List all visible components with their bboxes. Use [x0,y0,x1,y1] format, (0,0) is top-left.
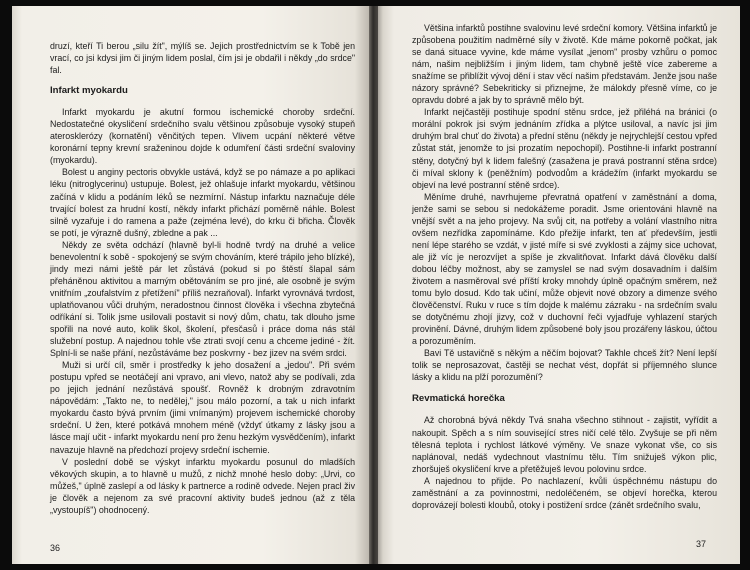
right-page-text [412,22,717,511]
page-number-left: 36 [50,543,61,553]
right-paragraph: Většina infarktů postihne svalovinu levé srdeční komory. Většina infarktů je způsobena použitím nadměrné síly v životě. Kde máme pokorně počkat, jak se daná situace vyvine, kde máme vysílat „jenom" prosby vzhůru o pomoc nám, našim nejbližším i jiným lidem, tam chybně ještě více zabereme a snažíme se přiblížit vývoj dění i stav věcí našim představám. Jenže jsou naše názory správné? Sebekriticky si přiznejme, že málokdy přesně víme, co je opravdu dobré a jak by to správně mělo být. [412,23,717,106]
right-paragraph: Infarkt nejčastěji postihuje spodní stěnu srdce, jež přiléhá na bránici (o morální pokrok jsi svým jednáním zřídka a plýtce usiloval, a navíc jsi jim druhým bral chuť do života) a přední stěnu (někdy je nejrychlejší cestou vpřed zůstat stát, jenomže to jsi prozatím nepochopil). Postihne-li infarkt postranní stěny, dotyčný byl k lidem falešný (zasažena je pravá postranní stěna srdce) či míval sklony k (peněžním) podvodům a krádežím (infarkt myokardu se objeví na levé postranní stěně srdce). [412,107,717,190]
book-gutter [369,6,378,564]
right-heading: Revmatická horečka [412,393,505,405]
page-number-right: 37 [696,539,707,549]
right-paragraph: Až chorobná bývá někdy Tvá snaha všechno stihnout - zajistit, vyřídit a nakoupit. Spěch a s ním související stres ničí celé tělo. Zvyšuje se při něm tělesná teplota i rychlost látkové výměny. Ve snaze vykonat vše, co sis naplánoval, nedáš vydechnout vlastnímu tělu. Tím snižuješ výkon plic, zhoršuješ okysličení krve a přetěžuješ levou polovinu srdce. [412,415,717,474]
left-paragraph: Bolest u anginy pectoris obvykle ustává, když se po námaze a po aplikaci léku (nitroglycerinu) ustupuje. Bolest, jež ohlašuje infarkt myokardu, většinou začíná v klidu a podáním léků se nezmírní. Nástup infarktu naznačuje déle trvající bolest za hrudní kostí, někdy infarkt přichází poměrně náhle. Bolest silně vyzařuje i do ramena a paže (zejména levé), do krku či břicha. Člověk se potí, je výrazně dušný, zbledne a pak ... [50,167,355,238]
left-paragraph: Infarkt myokardu je akutní formou ischemické choroby srdeční. Nedostatečné okysličení srdečního svalu většinou způsobuje vysoký stupeň aterosklerózy (kornatění) věnčitých tepen. Vlivem ucpání některé větve koronární tepny krevní sraženinou dojde k odumření části srdeční svaloviny (myokardu). [50,107,355,166]
left-paragraph: Muži si určí cíl, směr i prostředky k jeho dosažení a „jedou". Při svém postupu vpřed se neotáčejí ani vpravo, ani vlevo, natož aby se podívali, zda po jejich jednání nezůstává spoušť. Rovněž k drobným zdravotním nápovědám: „Takto ne, to nedělej," jsou málo pozorní, a tak u nich infarkt myokardu často bývá prvním (jimi vnímaným) projevem ischemické choroby srdeční. U žen, které potkává mnohem méně (vždyť útkamy z lásky jsou a lásce mají učit - infarkt myokardu není pro ženu hezkým vysvědčením), infarkt navazuje hlavně na předchozí projevy srdeční ischemie. [50,360,355,455]
right-paragraph: Bavi Tě ustavičně s někým a něčím bojovat? Takhle chceš žít? Není lepší tolik se neprosazovat, častěji se nechat vést, dopřát si příjemného slunce lásky a klidu na plží porozumění? [412,348,717,383]
left-page-text [50,40,355,516]
left-page [12,6,369,564]
right-paragraph: Měníme druhé, navrhujeme převratná opatření v zaměstnání a doma, jenže sami se sebou si nedokážeme poradit. Jsme orientováni hlavně na vnější svět a na jeho projevy. Na svůj cit, na potřeby a volání vlastního nitra ovšem nezřídka zapomínáme. Kdo přežije infarkt, ten ať především, jestli není lépe starého se vzdát, v jisté míře si své zvyklosti a zájmy sice uchovat, ale již víc je nerozvíjet a spíše je zkvalitňovat. Infarkt dává člověku další dobou léčby možnost, aby se zamyslel se nad svým dosavadním i dalším životem a nasměroval své příští kroky mnohdy úplně opačným směrem, než tomu bylo dosud. Kdo tak učiní, může objevit nové obzory a dimenze svého člověčenství. Ruku v ruce s tím dojde k malému zázraku - na srdečním svalu se dotyčnému zhojí jizvy, což v duchovní řeči vyjadřuje vyhlazení starých provinění. Dávné, druhým lidem způsobené boly jsou prozářeny láskou, účtou a porozuměním. [412,191,717,347]
left-intro-paragraph: druzí, kteří Ti berou „silu žít", mýlíš se. Jejich prostřednictvím se k Tobě jen vrací, co jsi kdysi jim či jiným lidem poslal, čím jsi je obdařil i někdy „do srdce" fal. [50,41,355,76]
left-heading: Infarkt myokardu [50,85,128,97]
right-page [378,6,740,564]
left-paragraph: V poslední době se výskyt infarktu myokardu posunul do mladších věkových skupin, a to hlavně u mužů, z nichž mnohé heslo doby: „Urvi, co můžeš," úplně zaslepí a od lásky k partnerce a rodině odvede. Nejen pracl živ je člověk a nejenom za své pracovní aktivity budeš jednou (až z těla „vystoupíš") ohodnocený. [50,456,355,515]
left-paragraph: Někdy ze světa odchází (hlavně byl-li hodně tvrdý na druhé a velice benevolentní k sobě - spokojený se svým chováním, které trápilo jeho blízké), jindy mezi námi ještě pár let zůstává (pokud si po štěstí šlapal sám přeháněnou aktivitou a marným obětováním se pro jiné, ale osobně je svým vnitřním „zoufalstvím z přetížení" příliš nezraňoval). Infarkt vyrovnává tvrdost, uplatňovanou vůči druhým, neradostnou činnost člověka i všechna zbytečná odříkání si. Tolik jsme usilovali postavit si nový dům, chatu, tak dlouho jsme spořili na nové auto, kolik škol, školení, přesčasů i práce doma nás stál služební postup. A najednou tohle vše ztrati svojí cenu a chceme jediné - žít. Splní-li se naše přání, nezůstáváme bez poskvrny - bez jizev na svém srdci. [50,239,355,359]
right-paragraph: A najednou to přijde. Po nachlazení, kvůli úspěchnému nástupu do zaměstnání a za povinnostmi, nedoléčeném, se objeví horečka, kterou doprovázejí bolesti kloubů, otoky i postižení srdce (zánět srdečního svalu, [412,475,717,510]
